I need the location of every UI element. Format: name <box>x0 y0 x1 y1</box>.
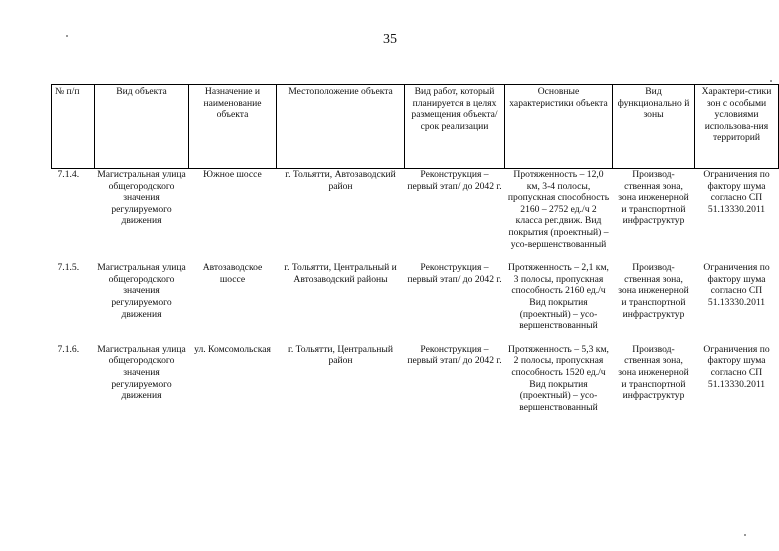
cell-functional-zone: Производ-ственная зона, зона инженерной и транспортной инфраструктур <box>618 262 689 320</box>
table-row <box>52 344 779 414</box>
header-object-type: Вид объекта <box>95 85 189 169</box>
header-functional-zone: Вид функционально й зоны <box>613 85 695 169</box>
cell-zone-restrictions: Ограничения по фактору шума согласно СП 51.13330.2011 <box>703 262 770 308</box>
header-location: Местоположение объекта <box>277 85 405 169</box>
table-row <box>52 169 779 251</box>
header-num: № п/п <box>52 85 95 169</box>
cell-functional-zone: Производ-ственная зона, зона инженерной и транспортной инфраструктур <box>618 343 689 402</box>
cell-work-type: Реконструкция – первый этап/ до 2042 г. <box>407 169 502 192</box>
cell-characteristics: Протяженность – 2,1 км, 3 полосы, пропускная способность 2160 ед./ч Вид покрытия (проектный) – усо-вершенствованный <box>508 262 609 332</box>
cell-object-name: Автозаводское шоссе <box>202 262 263 285</box>
objects-table <box>51 84 779 413</box>
cell-characteristics: Протяженность – 5,3 км, 2 полосы, пропускная способность 1520 ед./ч Вид покрытия (проектный) – усо-вершенствованный <box>508 343 609 413</box>
cell-location: г. Тольятти, Автозаводский район <box>285 169 396 192</box>
cell-characteristics: Протяженность – 12,0 км, 3-4 полосы, пропускная способность 2160 – 2752 ед./ч 2 класса рег.движ. Вид покрытия (проектный) – усо-вершенствованный <box>507 169 610 250</box>
scan-speck <box>744 534 746 536</box>
cell-num: 7.1.6. <box>57 343 80 355</box>
header-zone-restrictions: Характери-стики зон с особыми условиями использова-ния территорий <box>695 85 779 169</box>
scan-speck <box>770 80 772 82</box>
cell-object-name: Южное шоссе <box>203 169 262 180</box>
cell-functional-zone: Производ-ственная зона, зона инженерной и транспортной инфраструктур <box>618 169 689 227</box>
cell-object-name: ул. Комсомольская <box>194 343 271 355</box>
cell-object-type: Магистральная улица общегородского значения регулируемого движения <box>97 343 186 402</box>
cell-location: г. Тольятти, Центральный район <box>288 343 393 367</box>
cell-num: 7.1.4. <box>57 169 80 180</box>
table-header-row <box>52 85 779 169</box>
table-row <box>52 262 779 332</box>
scan-speck <box>66 35 68 37</box>
cell-num: 7.1.5. <box>57 262 80 274</box>
header-work-type: Вид работ, который планируется в целях размещения объекта/срок реализации <box>405 85 505 169</box>
header-object-name: Назначение и наименование объекта <box>189 85 277 169</box>
cell-zone-restrictions: Ограничения по фактору шума согласно СП 51.13330.2011 <box>703 169 770 215</box>
cell-location: г. Тольятти, Центральный и Автозаводский районы <box>284 262 397 285</box>
page-number: 35 <box>383 32 397 47</box>
cell-zone-restrictions: Ограничения по фактору шума согласно СП 51.13330.2011 <box>703 343 770 390</box>
cell-object-type: Магистральная улица общегородского значения регулируемого движения <box>97 169 186 227</box>
cell-object-type: Магистральная улица общегородского значения регулируемого движения <box>97 262 186 320</box>
cell-work-type: Реконструкция – первый этап/ до 2042 г. <box>407 343 502 367</box>
cell-work-type: Реконструкция – первый этап/ до 2042 г. <box>407 262 502 285</box>
header-characteristics: Основные характеристики объекта <box>505 85 613 169</box>
